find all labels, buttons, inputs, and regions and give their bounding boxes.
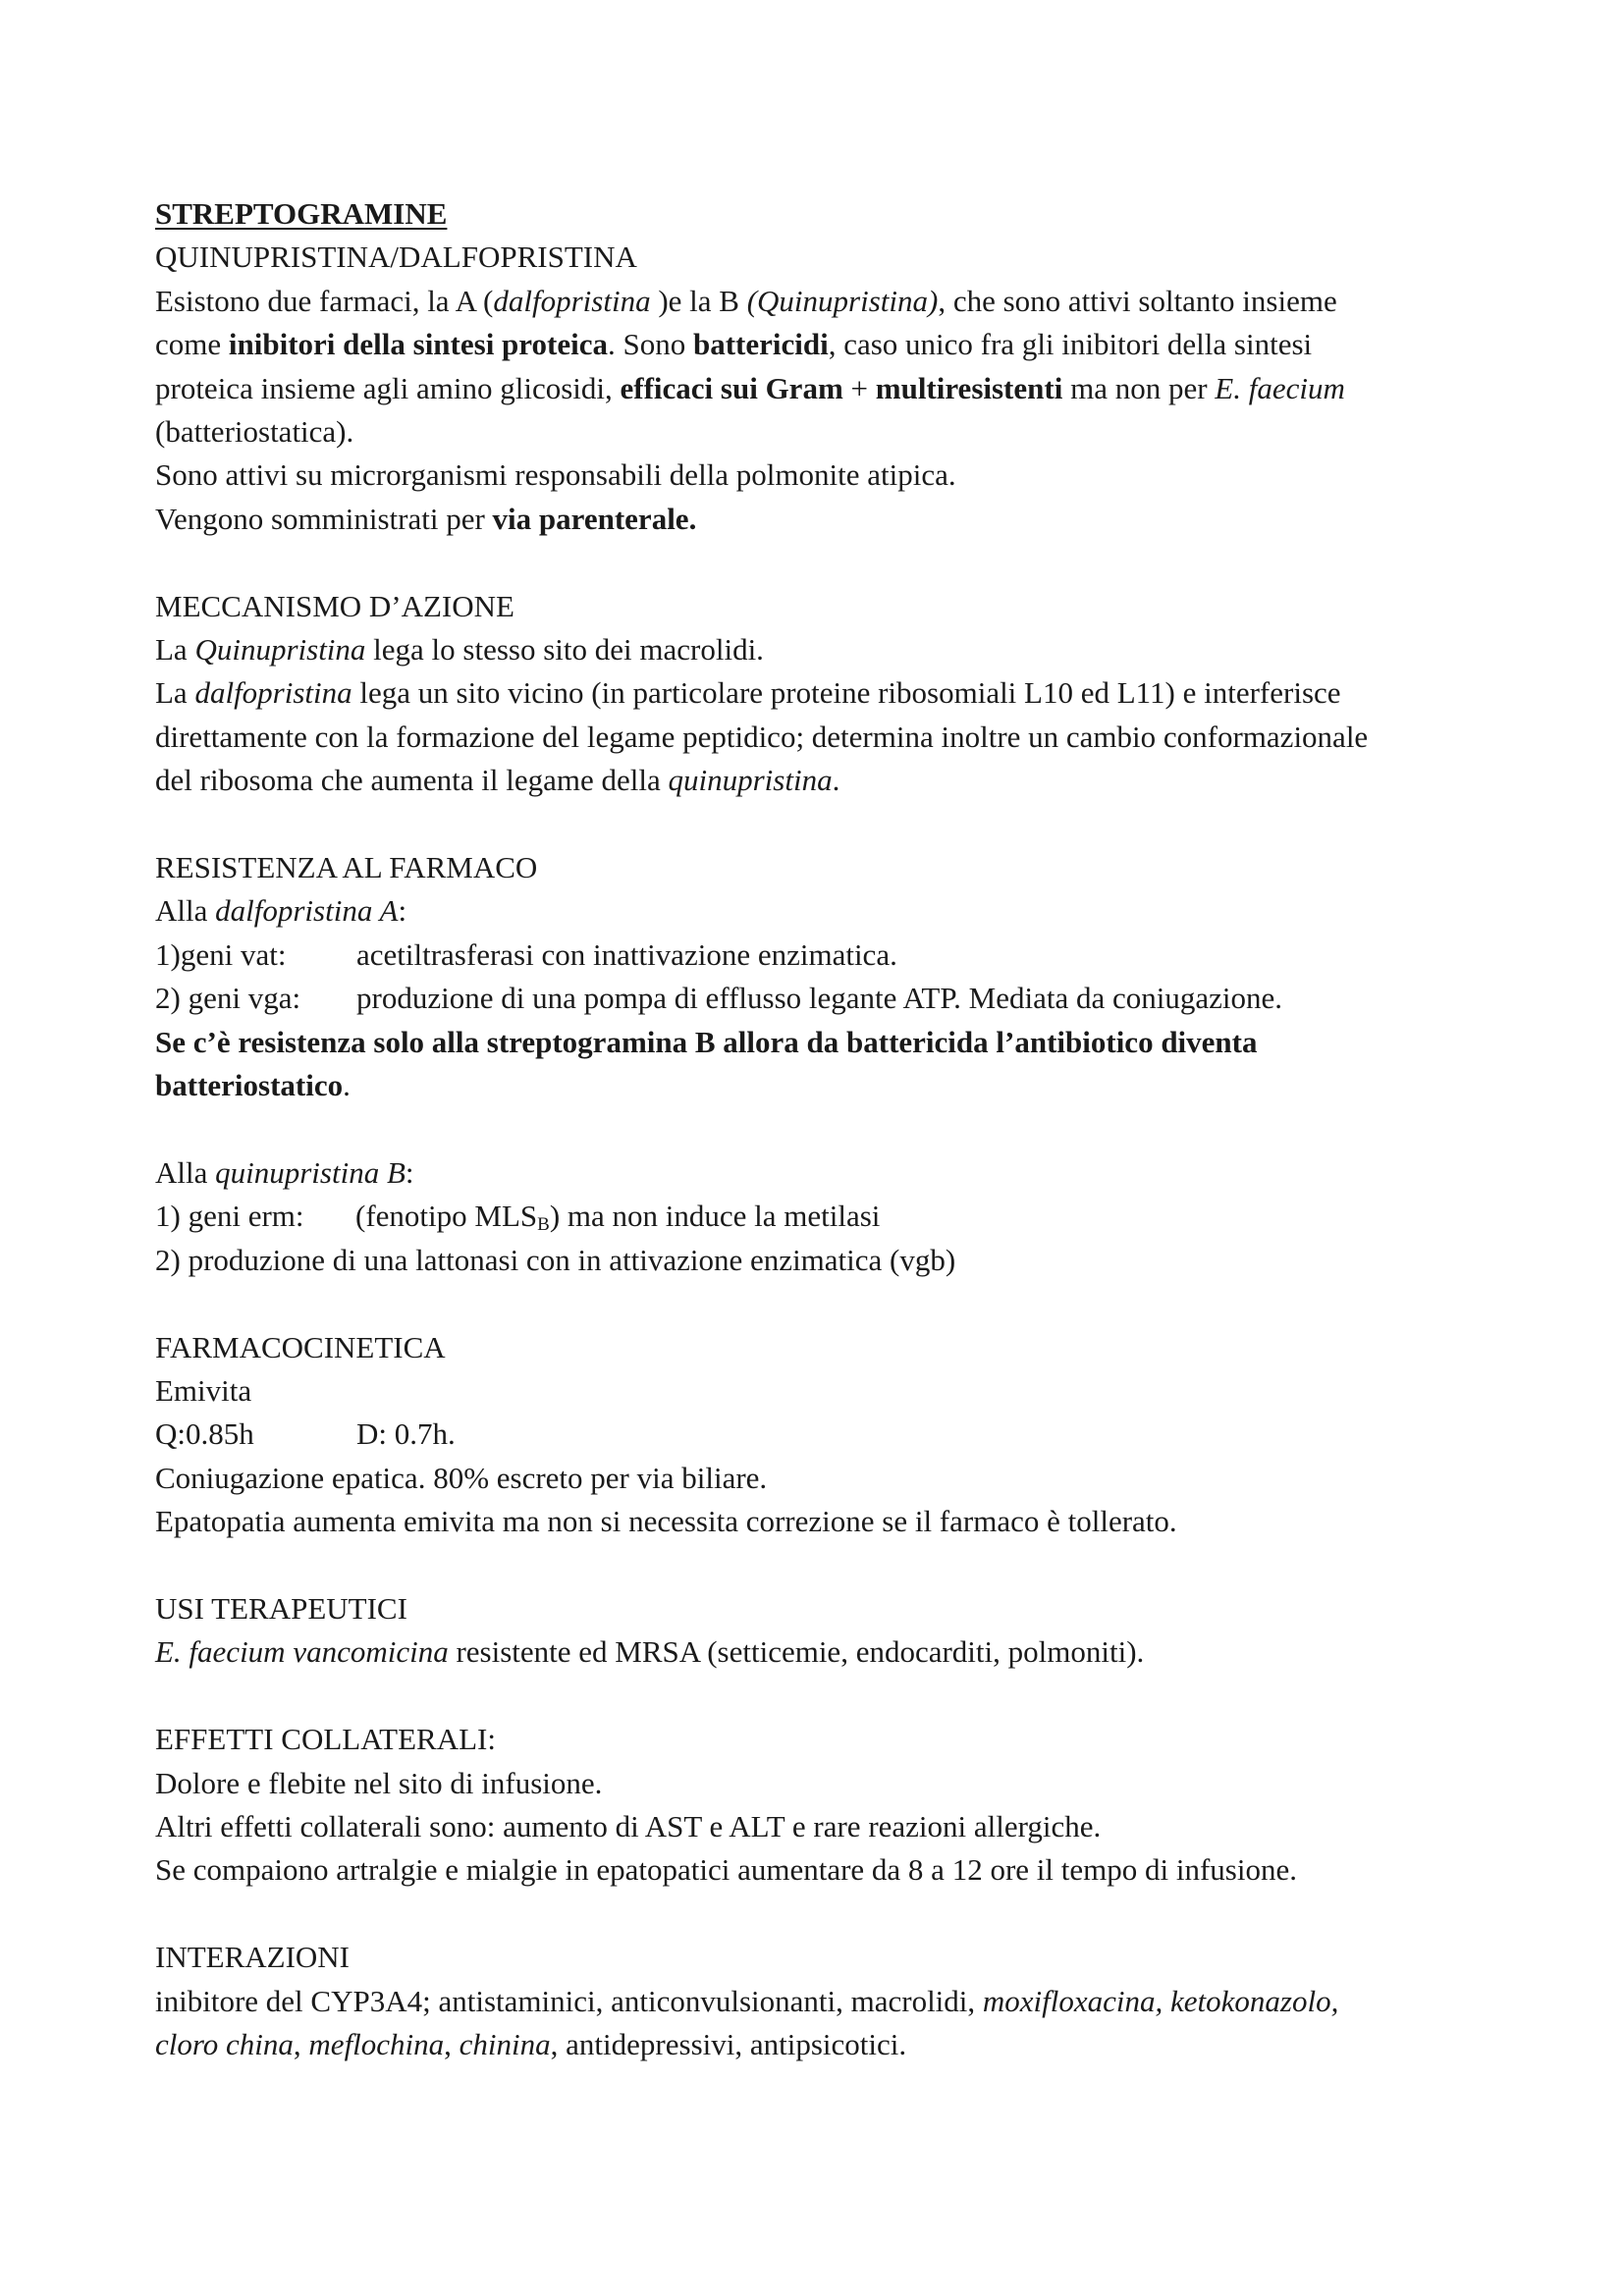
section-heading-resistance: RESISTENZA AL FARMACO (155, 850, 538, 885)
pk-line-2: Q:0.85h D: 0.7h. (155, 1416, 456, 1452)
intro-line-6: Vengono somministrati per via parenterale. (155, 501, 697, 536)
document-body (155, 192, 1481, 2066)
side-effects-line-3: Se compaiono artralgie e mialgie in epatopatici aumentare da 8 a 12 ore il tempo di infusione. (155, 1852, 1297, 1888)
section-heading-uses: USI TERAPEUTICI (155, 1590, 407, 1626)
spacer (155, 803, 1481, 846)
resistance-a-item-2: 2) geni vga: produzione di una pompa di efflusso legante ATP. Mediata da coniugazione. (155, 981, 1282, 1016)
side-effects-line-2: Altri effetti collaterali sono: aumento di AST e ALT e rare reazioni allergiche. (155, 1808, 1102, 1843)
mechanism-line-2: La dalfopristina lega un sito vicino (in particolare proteine ribosomiali L10 ed L11) e interferisce (155, 675, 1341, 711)
section-heading-side-effects: EFFETTI COLLATERALI: (155, 1722, 496, 1757)
section-heading-quinupristina-dalfopristina: QUINUPRISTINA/DALFOPRISTINA (155, 240, 637, 275)
section-heading-mechanism: MECCANISMO D’AZIONE (155, 588, 514, 623)
interactions-line-1: inibitore del CYP3A4; antistaminici, anticonvulsionanti, macrolidi, moxifloxacina, ketokonazolo, (155, 1983, 1339, 2018)
side-effects-line-1: Dolore e flebite nel sito di infusione. (155, 1765, 603, 1800)
intro-line-3: proteica insieme agli amino glicosidi, efficaci sui Gram + multiresistenti ma non per E. faecium (155, 370, 1345, 405)
spacer (155, 541, 1481, 584)
resistance-note-line-1: Se c’è resistenza solo alla streptogramina B allora da battericida l’antibiotico diventa (155, 1024, 1258, 1059)
pk-line-1: Emivita (155, 1372, 252, 1408)
uses-line-1: E. faecium vancomicina resistente ed MRSA (setticemie, endocarditi, polmoniti). (155, 1634, 1145, 1670)
mechanism-line-1: La Quinupristina lega lo stesso sito dei macrolidi. (155, 632, 764, 667)
resistance-b-intro: Alla quinupristina B: (155, 1154, 414, 1190)
mechanism-line-3: direttamente con la formazione del legame peptidico; determina inoltre un cambio conformazionale (155, 719, 1369, 754)
document-title: STREPTOGRAMINE (155, 196, 448, 231)
spacer (155, 1893, 1481, 1936)
intro-line-5: Sono attivi su microrganismi responsabili della polmonite atipica. (155, 457, 956, 493)
intro-line-1: Esistono due farmaci, la A (dalfopristina )e la B (Quinupristina), che sono attivi soltanto insieme (155, 283, 1337, 318)
interactions-line-2: cloro china, meflochina, chinina, antidepressivi, antipsicotici. (155, 2026, 907, 2061)
pk-line-4: Epatopatia aumenta emivita ma non si necessita correzione se il farmaco è tollerato. (155, 1504, 1177, 1539)
intro-line-4: (batteriostatica). (155, 414, 354, 450)
mechanism-line-4: del ribosoma che aumenta il legame della quinupristina. (155, 763, 840, 798)
section-heading-pharmacokinetics: FARMACOCINETICA (155, 1329, 446, 1364)
resistance-note-line-2: batteriostatico. (155, 1068, 351, 1103)
resistance-a-item-1: 1)geni vat: acetiltrasferasi con inattivazione enzimatica. (155, 936, 897, 972)
intro-line-2: come inibitori della sintesi proteica. Sono battericidi, caso unico fra gli inibitori della sintesi (155, 327, 1313, 362)
spacer (155, 1282, 1481, 1325)
pk-line-3: Coniugazione epatica. 80% escreto per via biliare. (155, 1460, 768, 1495)
spacer (155, 1108, 1481, 1151)
section-heading-interactions: INTERAZIONI (155, 1940, 351, 1975)
resistance-b-item-2: 2) produzione di una lattonasi con in attivazione enzimatica (vgb) (155, 1242, 956, 1277)
spacer (155, 1544, 1481, 1587)
resistance-a-intro: Alla dalfopristina A: (155, 893, 407, 929)
spacer (155, 1675, 1481, 1718)
resistance-b-item-1: 1) geni erm: (fenotipo $MLS_B$) ma non induce la metilasi (155, 1199, 881, 1236)
